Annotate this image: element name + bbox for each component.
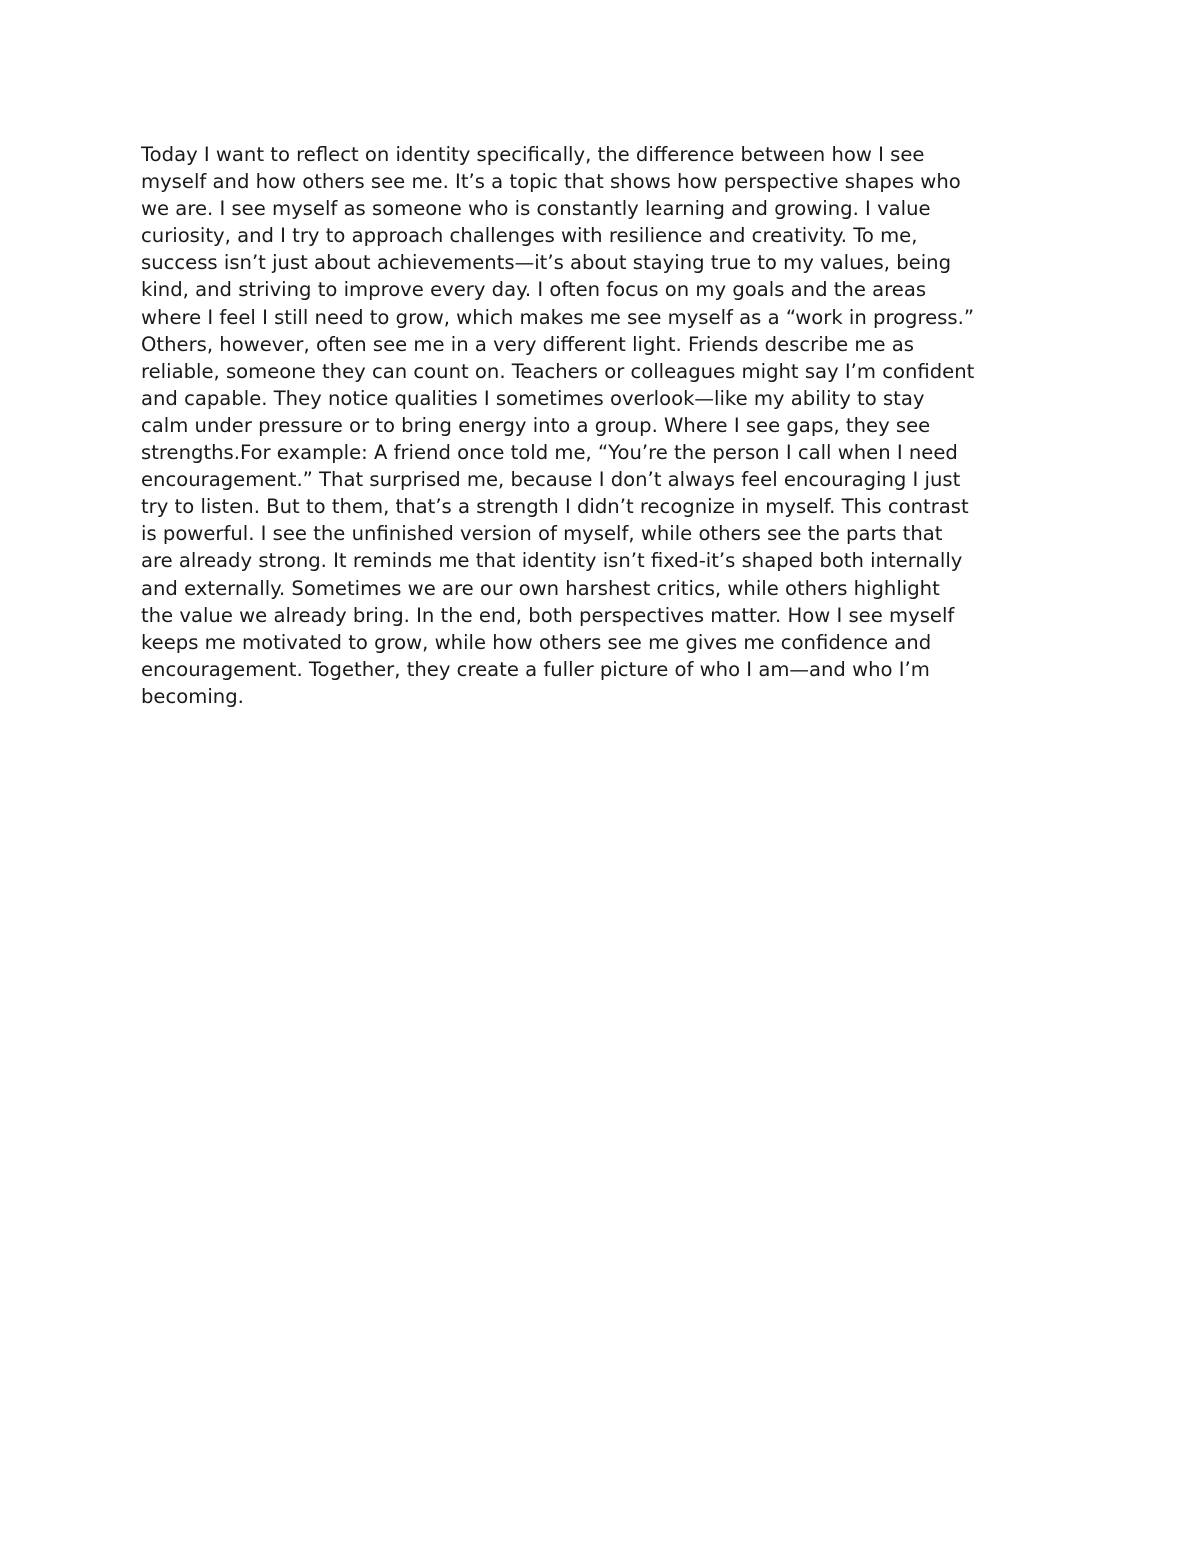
- body-paragraph: [141, 141, 974, 710]
- text-line: Today I want to reflect on identity specifically, the difference between how I see: [141, 143, 925, 166]
- text-line: becoming.: [141, 684, 244, 708]
- text-line: encouragement.” That surprised me, because I don’t always feel encouraging I just: [141, 468, 961, 492]
- text-line: kind, and striving to improve every day. I often focus on my goals and the areas: [141, 278, 927, 302]
- text-line: try to listen. But to them, that’s a strength I didn’t recognize in myself. This contrast: [141, 495, 969, 519]
- text-line: is powerful. I see the unfinished version of myself, while others see the parts that: [141, 522, 943, 546]
- text-line: strengths.For example: A friend once told me, “You’re the person I call when I need: [141, 441, 958, 465]
- text-line: calm under pressure or to bring energy into a group. Where I see gaps, they see: [141, 413, 931, 437]
- text-line: we are. I see myself as someone who is constantly learning and growing. I value: [141, 197, 931, 221]
- text-line: where I feel I still need to grow, which makes me see myself as a “work in progress.”: [141, 305, 974, 329]
- text-line: curiosity, and I try to approach challenges with resilience and creativity. To me,: [141, 224, 918, 248]
- text-line: and externally. Sometimes we are our own harshest critics, while others highlight: [141, 576, 940, 600]
- text-line: myself and how others see me. It’s a topic that shows how perspective shapes who: [141, 170, 961, 194]
- text-line: Others, however, often see me in a very different light. Friends describe me as: [141, 332, 914, 356]
- text-line: reliable, someone they can count on. Teachers or colleagues might say I’m confident: [141, 359, 975, 383]
- text-line: keeps me motivated to grow, while how others see me gives me confidence and: [141, 630, 932, 654]
- text-line: are already strong. It reminds me that identity isn’t fixed-it’s shaped both internally: [141, 549, 963, 573]
- text-line: encouragement. Together, they create a fuller picture of who I am—and who I’m: [141, 657, 930, 681]
- text-line: success isn’t just about achievements—it’s about staying true to my values, being: [141, 251, 952, 275]
- text-line: and capable. They notice qualities I sometimes overlook—like my ability to stay: [141, 386, 925, 410]
- text-line: the value we already bring. In the end, both perspectives matter. How I see myself: [141, 603, 955, 627]
